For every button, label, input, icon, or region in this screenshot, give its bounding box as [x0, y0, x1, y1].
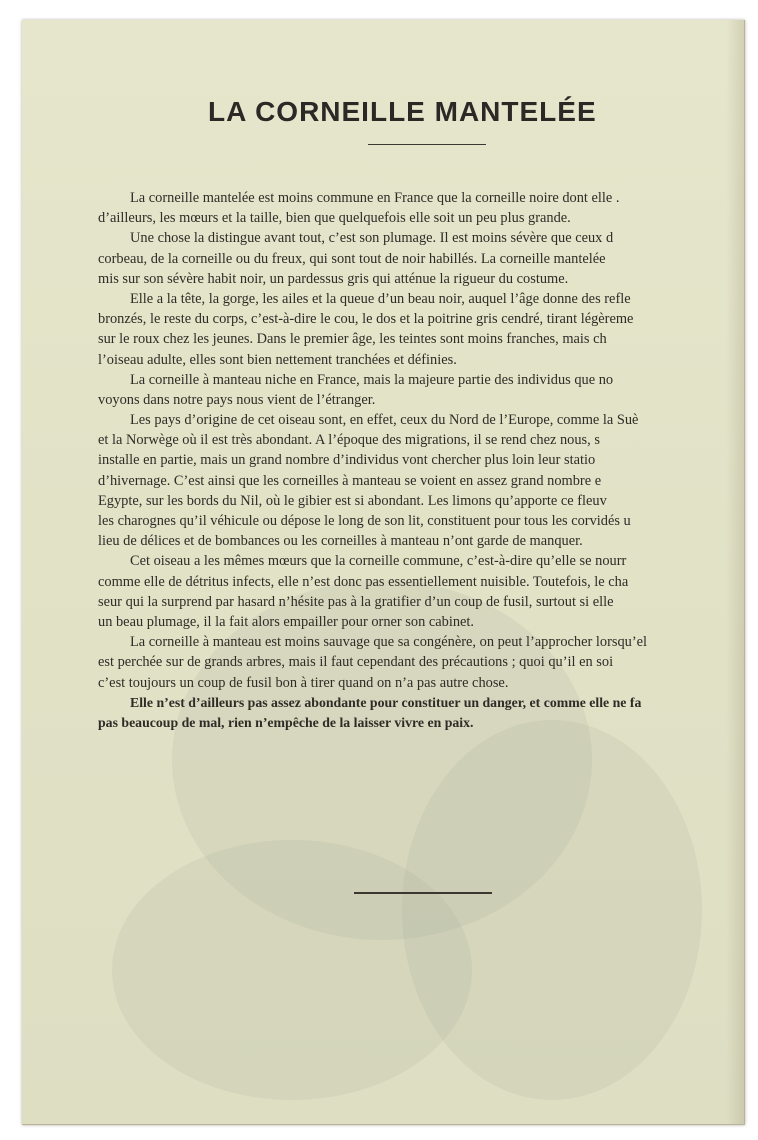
text-line: mis sur son sévère habit noir, un pardessus gris qui atténue la rigueur du costume. [98, 270, 569, 287]
paragraph [98, 188, 745, 228]
text-line: et la Norwège où il est très abondant. A l’époque des migrations, il se rend chez nous, s [98, 432, 600, 449]
text-line: d’hivernage. C’est ainsi que les corneilles à manteau se voient en assez grand nombre e [98, 472, 602, 489]
text-line: comme elle de détritus infects, elle n’est donc pas essentiellement nuisible. Toutefois, le cha [98, 573, 629, 590]
paragraph [98, 228, 745, 289]
text-line: La corneille mantelée est moins commune en France que la corneille noire dont elle . [130, 190, 620, 206]
text-line: Egypte, sur les bords du Nil, où le gibier est si abondant. Les limons qu’apporte ce fleuv [98, 492, 607, 509]
text-line: corbeau, de la corneille ou du freux, qui sont tout de noir habillés. La corneille mantelée [98, 250, 606, 267]
paragraph [98, 410, 745, 551]
paragraph [98, 289, 745, 370]
text-line: pas beaucoup de mal, rien n’empêche de la laisser vivre en paix. [98, 714, 474, 730]
text-line: La corneille à manteau niche en France, mais la majeure partie des individus que no [130, 371, 614, 388]
text-line: l’oiseau adulte, elles sont bien nettement tranchées et définies. [98, 351, 457, 368]
text-line: bronzés, le reste du corps, c’est-à-dire le cou, le dos et la poitrine gris cendré, tirant légèreme [98, 311, 634, 328]
paragraph [98, 551, 745, 632]
text-line: Une chose la distingue avant tout, c’est son plumage. Il est moins sévère que ceux d [130, 230, 614, 247]
paragraph [98, 693, 745, 733]
page-sheet [22, 20, 745, 1125]
text-line: seur qui la surprend par hasard n’hésite pas à la gratifier d’un coup de fusil, surtout si elle [98, 593, 614, 610]
text-line: sur le roux chez les jeunes. Dans le premier âge, les teintes sont moins franches, mais ch [98, 331, 607, 348]
text-line: voyons dans notre pays nous vient de l’étranger. [98, 391, 376, 408]
document-title: LA CORNEILLE MANTELÉE [208, 96, 597, 127]
text-line: Les pays d’origine de cet oiseau sont, en effet, ceux du Nord de l’Europe, comme la Suè [130, 412, 639, 429]
text-line: Elle n’est d’ailleurs pas assez abondante pour constituer un danger, et comme elle ne fa [130, 694, 642, 710]
end-divider [354, 892, 492, 894]
text-line: est perchée sur de grands arbres, mais il faut cependant des précautions ; quoi qu’il en soi [98, 654, 614, 671]
text-line: les charognes qu’il véhicule ou dépose le long de son lit, constituent pour tous les corvidés u [98, 513, 631, 529]
text-line: d’ailleurs, les mœurs et la taille, bien que quelquefois elle soit un peu plus grande. [98, 210, 571, 227]
text-line: c’est toujours un coup de fusil bon à tirer quand on n’a pas autre chose. [98, 674, 509, 691]
text-line: La corneille à manteau est moins sauvage que sa congénère, on peut l’approcher lorsqu’el [130, 634, 648, 651]
text-line: Cet oiseau a les mêmes mœurs que la corneille commune, c’est-à-dire qu’elle se nourr [130, 553, 627, 570]
title-divider [368, 144, 486, 145]
paragraph [98, 632, 745, 693]
paragraph [98, 370, 745, 410]
text-line: lieu de délices et de bombances ou les corneilles à manteau n’ont garde de manquer. [98, 533, 583, 550]
text-line: Elle a la tête, la gorge, les ailes et la queue d’un beau noir, auquel l’âge donne des refle [130, 290, 631, 307]
text-line: un beau plumage, il la fait alors empailler pour orner son cabinet. [98, 613, 475, 630]
show-through-shadow [402, 720, 702, 1100]
text-line: installe en partie, mais un grand nombre d’individus vont chercher plus loin leur statio [98, 452, 596, 469]
article-body [98, 188, 745, 733]
